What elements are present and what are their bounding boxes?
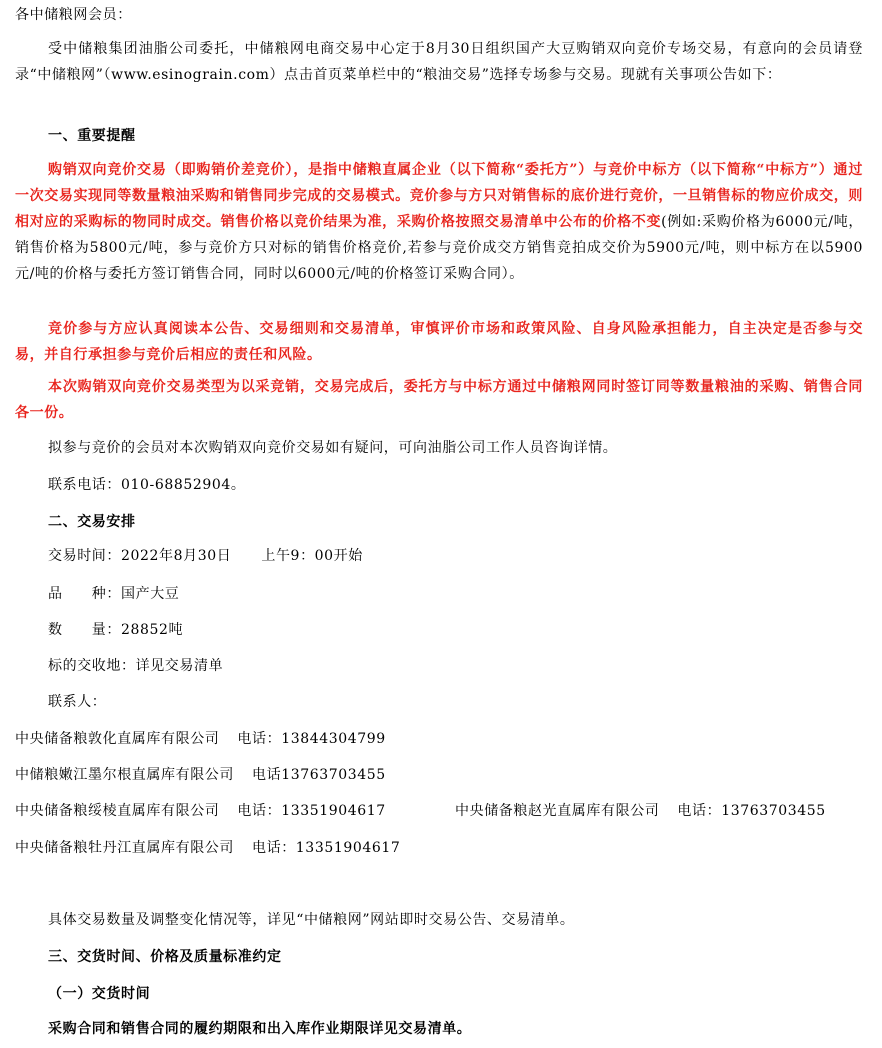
intro-paragraph: 受中储粮集团油脂公司委托，中储粮网电商交易中心定于8月30日组织国产大豆购销双向竞价专场交易，有意向的会员请登录“中储粮网”（www.esinograin.com）点击首页菜单栏中的“粮油交易”选择专场参与交易。现就有关事项公告如下： [15,41,863,83]
contact-phone-number: 电话：13763703455 [677,803,826,819]
contact-person-label: 联系人： [48,694,107,710]
reminder-paragraph-3: 本次购销双向竞价交易类型为以采竞销，交易完成后，委托方与中标方通过中储粮网同时签订同等数量粮油的采购、销售合同各一份。 [15,379,863,421]
reminder-1-example: (例如:采购价格为6000元/吨，销售价格为5800元/吨，参与竞价方只对标的销售价格竞价,若参与竞价成交方销售竞拍成交价为5900元/吨，则中标方在以5900元/吨的价格与委托方签订销售合同，同时以6000元/吨的价格签订采购合同）。 [15,214,863,282]
subsection-delivery-time: （一）交货时间 [48,986,151,1002]
contact-row [15,801,386,821]
section2-heading: 二、交易安排 [48,514,136,530]
contact-phone-number: 电话：13844304799 [237,731,386,747]
reminder-paragraph-2: 竞价参与方应认真阅读本公告、交易细则和交易清单，审慎评价市场和政策风险、自身风险承担能力，自主决定是否参与交易，并自行承担参与竞价后相应的责任和风险。 [15,321,863,363]
inquiry-note: 拟参与竞价的会员对本次购销双向竞价交易如有疑问，可向油脂公司工作人员咨询详情。 [48,440,618,456]
delivery-time-text: 采购合同和销售合同的履约期限和出入库作业期限详见交易清单。 [48,1021,472,1037]
reminder-paragraph-1 [15,157,863,287]
trade-time-date: 2022年8月30日 [121,548,232,564]
contact-row [15,838,400,858]
section3-heading: 三、交货时间、价格及质量标准约定 [48,949,282,965]
variety-row [48,584,179,604]
trade-time-clock: 上午9：00开始 [261,548,363,564]
contact-company: 中储粮嫩江墨尔根直属库有限公司 [15,767,234,783]
variety-value: 国产大豆 [121,586,180,602]
contact-row [15,729,386,749]
contact-phone-number: 电话：13351904617 [237,803,386,819]
salutation: 各中储粮网会员： [15,7,132,23]
contact-company: 中央储备粮牡丹江直属库有限公司 [15,840,234,856]
reminder-1-emphasis: 购销双向竞价交易（即购销价差竞价），是指中储粮直属企业（以下简称“委托方”）与竞价中标方（以下简称“中标方”）通过一次交易实现同等数量粮油采购和销售同步完成的交易模式。竞价参与方只对销售标的底价进行竞价，一旦销售标的物应价成交，则相对应的采购标的物同时成交。销售价格以竞价结果为准，采购价格按照交易清单中公布的价格不变 [15,162,863,230]
contact-company: 中央储备粮敦化直属库有限公司 [15,731,220,747]
contact-company: 中央储备粮绥棱直属库有限公司 [15,803,220,819]
contact-phone-number: 电话：13351904617 [252,840,401,856]
details-note: 具体交易数量及调整变化情况等，详见“中储粮网”网站即时交易公告、交易清单。 [48,912,575,928]
quantity-row [48,620,183,640]
trade-time-label: 交易时间： [48,548,121,564]
variety-label: 品 种： [48,586,121,602]
quantity-value: 28852吨 [121,622,184,638]
quantity-label: 数 量： [48,622,121,638]
delivery-location: 标的交收地：详见交易清单 [48,658,224,674]
contact-company: 中央储备粮赵光直属库有限公司 [455,803,660,819]
section1-heading: 一、重要提醒 [48,128,136,144]
contact-phone-number: 电话13763703455 [252,767,386,783]
contact-row [15,765,386,785]
contact-phone: 联系电话：010-68852904。 [48,477,246,493]
contact-row [455,801,826,821]
trade-time-row [48,546,363,566]
